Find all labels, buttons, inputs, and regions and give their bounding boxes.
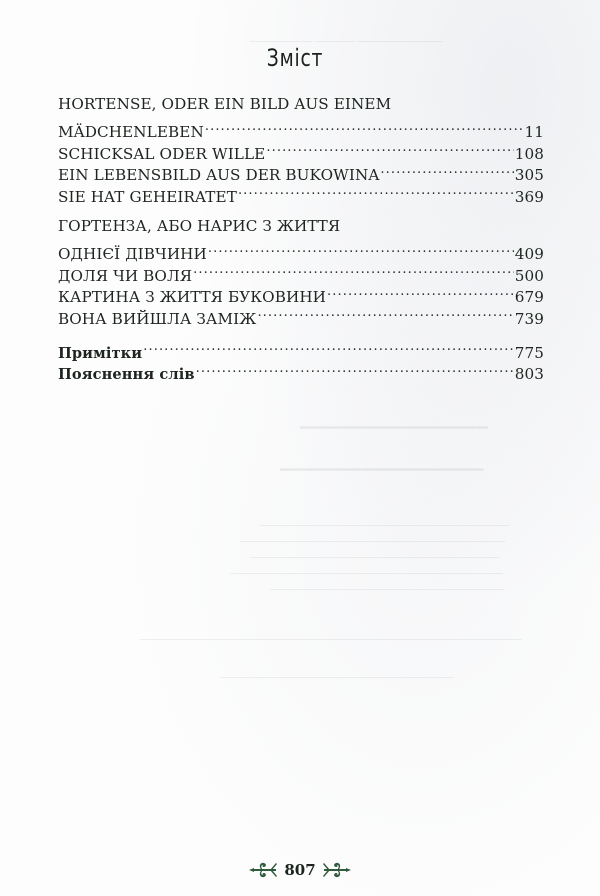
toc-page-number: 369: [514, 187, 544, 206]
toc-section-ukrainian: [58, 216, 544, 328]
show-through-text: ─────────────────────────────────────────────────: [140, 634, 522, 646]
toc-page-number: 11: [524, 123, 544, 142]
toc-entry-title-line: [58, 216, 544, 238]
toc-entry-label: ДОЛЯ ЧИ ВОЛЯ: [58, 266, 193, 285]
show-through-text: ━━━━━━━━━━━━━━━━━━━━━━━━━━: [280, 462, 484, 477]
toc-page-number: 803: [514, 365, 544, 384]
toc-page-number: 108: [514, 144, 544, 163]
toc-page-number: 305: [514, 166, 544, 185]
dot-leader: [143, 336, 513, 358]
toc-entry-label: ОДНІЄЇ ДІВЧИНИ: [58, 245, 207, 264]
show-through-text: ───────────────────────────────────: [230, 568, 503, 580]
show-through-text: ──────────────────────────────: [220, 672, 454, 684]
dot-leader: [196, 358, 514, 380]
toc-entry-title-line: [58, 94, 544, 116]
dot-leader: [327, 281, 514, 303]
dot-leader: [266, 137, 513, 159]
toc-page-number: 679: [514, 288, 544, 307]
toc-entry-notes[interactable]: [58, 336, 544, 362]
dot-leader: [238, 180, 514, 202]
show-through-text: ─────────── ───── ────────: [250, 36, 443, 48]
toc-section-appendix: [58, 336, 544, 384]
toc-entry-label: ГОРТЕНЗА, АБО НАРИС З ЖИТТЯ: [58, 216, 341, 235]
toc-entry[interactable]: [58, 116, 544, 142]
floral-ornament-right-icon: [322, 861, 352, 879]
toc-entry-label: Примітки: [58, 344, 143, 362]
toc-page-number: 500: [514, 266, 544, 285]
show-through-text: ────────────────────────────────: [260, 520, 510, 532]
toc-entry-label: MÄDCHENLEBEN: [58, 123, 204, 142]
toc-page-number: 739: [514, 309, 544, 328]
toc-entry-label: КАРТИНА З ЖИТТЯ БУКОВИНИ: [58, 288, 327, 307]
table-of-contents: [58, 94, 544, 384]
floral-ornament-left-icon: [248, 861, 278, 879]
toc-entry-label: ВОНА ВИЙШЛА ЗАМІЖ: [58, 309, 257, 328]
show-through-text: ────────────────────────────────: [250, 552, 500, 564]
dot-leader: [208, 238, 514, 260]
page-footer: [0, 861, 600, 879]
toc-entry-label: Пояснення слів: [58, 366, 195, 384]
show-through-text: ━━━━━━━━━━━━━━━━━━━━━━━━: [300, 420, 488, 435]
page-title: Зміст: [266, 44, 324, 73]
dot-leader: [380, 159, 513, 181]
show-through-text: ──────────────────────────────: [270, 584, 504, 596]
dot-leader: [193, 259, 514, 281]
toc-entry-label: HORTENSE, ODER EIN BILD AUS EINEM: [58, 95, 392, 113]
dot-leader: [205, 116, 524, 138]
toc-section-german: [58, 94, 544, 206]
dot-leader: [257, 302, 513, 324]
toc-page-number: 775: [514, 343, 544, 362]
toc-entry-label: SIE HAT GEHEIRATET: [58, 187, 237, 206]
toc-entry[interactable]: [58, 238, 544, 264]
toc-entry-label: SCHICKSAL ODER WILLE: [58, 144, 266, 163]
toc-page-number: 409: [514, 245, 544, 264]
page-number: 807: [284, 861, 316, 879]
show-through-text: ──────────────────────────────────: [240, 536, 505, 548]
toc-entry-label: EIN LEBENSBILD AUS DER BUKOWINA: [58, 166, 380, 185]
